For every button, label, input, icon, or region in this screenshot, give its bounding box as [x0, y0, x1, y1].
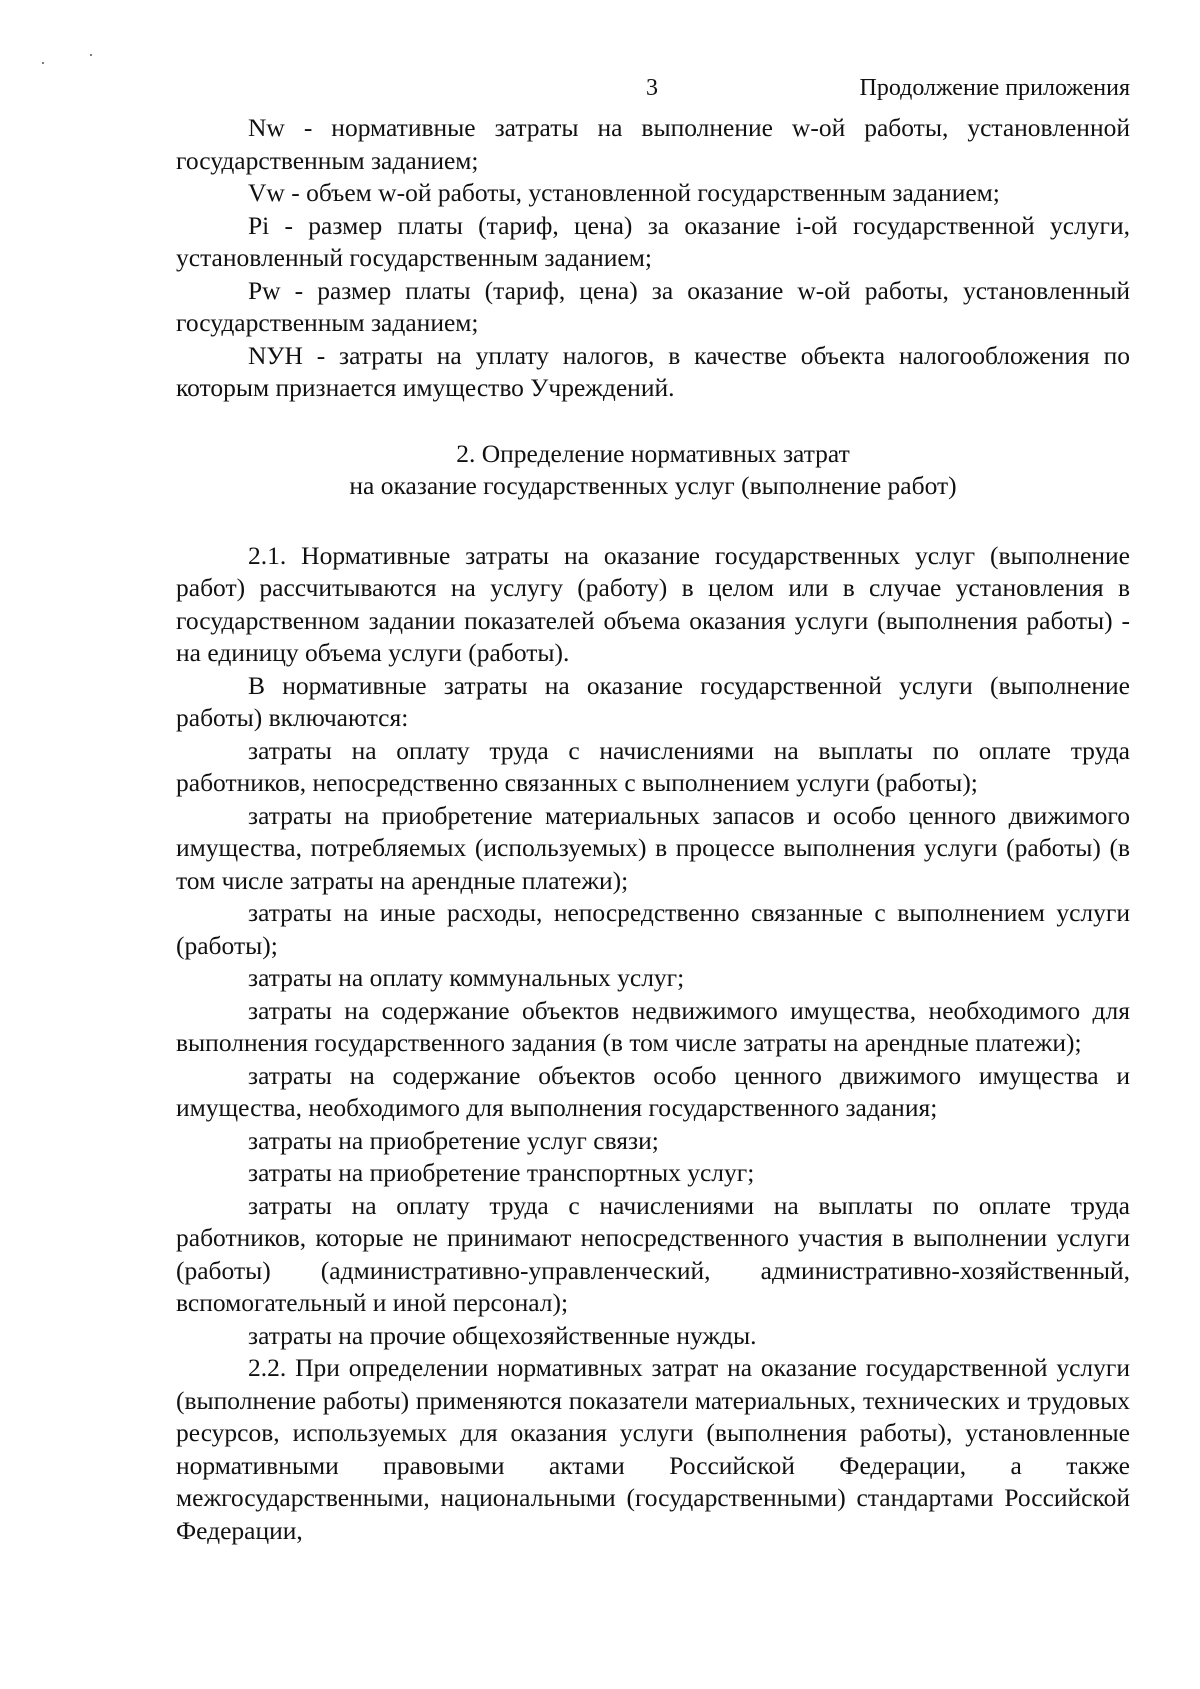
cost-item-real-estate: затраты на содержание объектов недвижимого имущества, необходимого для выполнения государственного задания (в том числе затраты на арендные платежи); [176, 995, 1130, 1057]
cost-item-other-direct: затраты на иные расходы, непосредственно связанные с выполнением услуги (работы); [176, 898, 1130, 960]
cost-item-utilities: затраты на оплату коммунальных услуг; [248, 963, 685, 992]
definition-pw: Pw - размер платы (тариф, цена) за оказание w-ой работы, установленный государственным заданием; [176, 275, 1130, 337]
section-heading [176, 438, 1130, 503]
cost-item-communications: затраты на приобретение услуг связи; [248, 1125, 659, 1155]
cost-item-indirect-labor: затраты на оплату труда с начислениями на выплаты по оплате труда работников, которые не принимают непосредственного участия в выполнении услуги (работы) (административно-управленческий, административно-хозяйственный, вспомогательный и иной персонал); [176, 1190, 1130, 1317]
clause-2-2: 2.2. При определении нормативных затрат на оказание государственной услуги (выполнение работы) применяются показатели материальных, технических и трудовых ресурсов, используемых для оказания услуги (выполнения работы), установленные нормативными правовыми актами Российской Федерации, а также межгосударственными, национальными (государственными) стандартами Российской Федерации, [176, 1353, 1130, 1545]
scan-speck [42, 62, 44, 64]
section-heading-line-1: 2. Определение нормативных затрат [456, 438, 850, 468]
cost-item-general-needs: затраты на прочие общехозяйственные нужды. [248, 1320, 757, 1350]
clause-2-1-included-costs-intro: В нормативные затраты на оказание государственной услуги (выполнение работы) включаются: [176, 670, 1130, 732]
definition-nw: Nw - нормативные затраты на выполнение w-ой работы, установленной государственным заданием; [176, 113, 1130, 175]
page-number: 3 [646, 75, 658, 101]
cost-item-transport: затраты на приобретение транспортных услуг; [248, 1158, 755, 1187]
page-header [176, 70, 1130, 106]
cost-item-materials: затраты на приобретение материальных запасов и особо ценного движимого имущества, потребляемых (используемых) в процессе выполнения услуги (работы) (в том числе затраты на арендные платежи); [176, 800, 1130, 895]
definition-pi: Pi - размер платы (тариф, цена) за оказание i-ой государственной услуги, установленный государственным заданием; [176, 210, 1130, 272]
scan-speck [90, 54, 92, 56]
cost-item-labor: затраты на оплату труда с начислениями на выплаты по оплате труда работников, непосредственно связанных с выполнением услуги (работы); [176, 735, 1130, 797]
section-heading-line-2: на оказание государственных услуг (выполнение работ) [349, 471, 957, 500]
document-body [176, 112, 1130, 1547]
cost-item-movable-property: затраты на содержание объектов особо ценного движимого имущества и имущества, необходимого для выполнения государственного задания; [176, 1060, 1130, 1122]
continuation-label: Продолжение приложения [859, 75, 1130, 101]
definition-vw: Vw - объем w-ой работы, установленной государственным заданием; [248, 178, 1000, 207]
definition-nun: NУН - затраты на уплату налогов, в качестве объекта налогообложения по которым признается имущество Учреждений. [176, 340, 1130, 402]
clause-2-1: 2.1. Нормативные затраты на оказание государственных услуг (выполнение работ) рассчитываются на услугу (работу) в целом или в случае установления в государственном задании показателей объема оказания услуги (выполнения работы) - на единицу объема услуги (работы). [176, 540, 1130, 667]
